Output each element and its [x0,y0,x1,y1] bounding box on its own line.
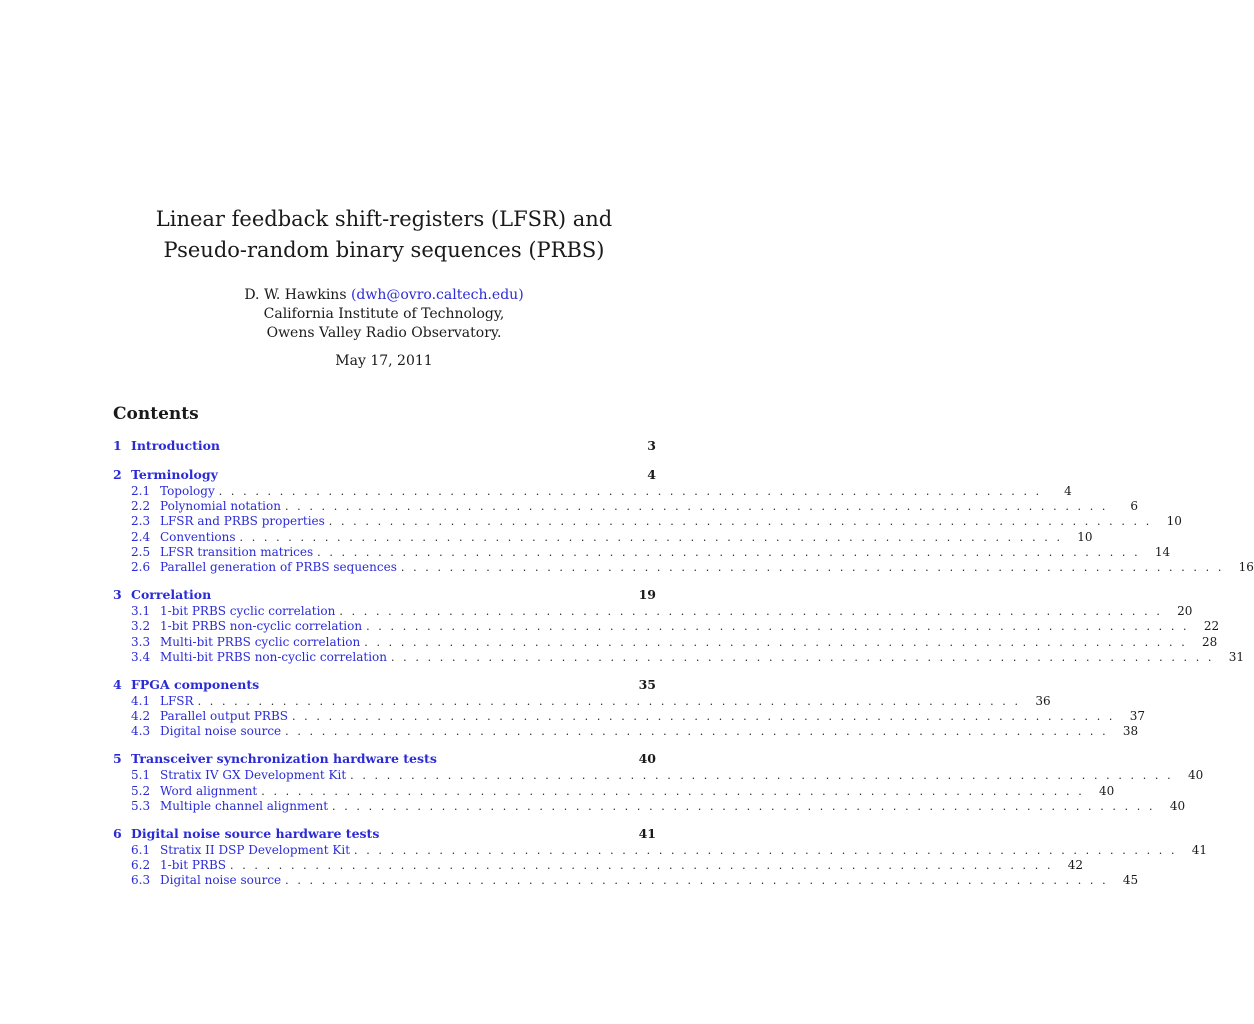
toc-subsection-title-link[interactable]: 1-bit PRBS [160,858,226,873]
toc-subsection-page: 38 [1122,724,1139,739]
toc-section-title-link[interactable]: Transceiver synchronization hardware tests [131,751,437,767]
toc-subsection-entry[interactable] [113,634,1218,650]
toc-spacer [113,814,656,824]
toc-subsection-number[interactable]: 3.3 [131,634,151,649]
toc-section-page: 40 [638,751,656,767]
toc-section-number[interactable]: 2 [113,467,122,482]
toc-subsection-page: 14 [1154,544,1171,559]
table-of-contents [113,436,1254,889]
toc-section-number[interactable]: 3 [113,587,122,603]
toc-subsection-entry[interactable] [113,559,1254,575]
toc-subsection-number[interactable]: 2.2 [131,499,151,514]
toc-subsection-entry[interactable] [113,619,1220,634]
toc-subsection-page: 16 [1238,559,1254,574]
toc-dot-leader: . . . . . . . . . . . . . . . . . . . . . . . . . . . . . . . . . . . . . . . . . . . . . . . . . . . . . . . . . . . . . . . . . . . . [218,485,1042,498]
toc-subsection-entry[interactable] [113,649,1245,665]
toc-section-entry[interactable] [113,585,656,604]
toc-dot-leader: . . . . . . . . . . . . . . . . . . . . . . . . . . . . . . . . . . . . . . . . . . . . . . . . . . . . . . . . . . . . . . . . . . . . [284,500,1108,514]
toc-subsection-number[interactable]: 6.2 [131,858,151,873]
toc-subsection-page: 10 [1166,514,1182,529]
toc-subsection-page: 20 [1177,604,1193,619]
toc-dot-leader: . . . . . . . . . . . . . . . . . . . . . . . . . . . . . . . . . . . . . . . . . . . . . . . . . . . . . . . . . . . . . . . . . . . . [285,874,1109,888]
toc-section-page: 19 [638,587,656,603]
toc-subsection-page: 41 [1191,843,1208,857]
toc-subsection-page: 10 [1077,529,1093,544]
toc-section-page: 3 [647,438,656,453]
toc-section-number[interactable]: 5 [113,751,122,767]
toc-subsection-title-link[interactable]: LFSR transition matrices [160,544,314,559]
contents-heading: Contents [113,404,199,424]
toc-subsection-title-link[interactable]: Digital noise source [160,873,282,888]
toc-dot-leader: . . . . . . . . . . . . . . . . . . . . . . . . . . . . . . . . . . . . . . . . . . . . . . . . . . . . . . . . . . . . . . . . . . . . [366,620,1190,634]
toc-subsection-entry[interactable] [113,709,1146,724]
toc-section-entry[interactable] [113,824,656,843]
toc-subsection-title-link[interactable]: Multi-bit PRBS non-cyclic correlation [160,649,387,664]
toc-subsection-number[interactable]: 6.3 [131,873,151,888]
toc-section-entry[interactable] [113,749,656,768]
toc-subsection-entry[interactable] [113,843,1208,858]
toc-subsection-page: 22 [1203,619,1220,634]
toc-subsection-title-link[interactable]: LFSR [160,693,194,708]
toc-subsection-title-link[interactable]: 1-bit PRBS non-cyclic correlation [160,619,363,634]
toc-subsection-number[interactable]: 5.1 [131,768,151,783]
toc-subsection-entry[interactable] [113,484,1072,499]
affiliation-line-2: Owens Valley Radio Observatory. [266,325,502,341]
toc-subsection-entry[interactable] [113,693,1051,709]
toc-subsection-number[interactable]: 4.1 [131,693,151,708]
title-line-1: Linear feedback shift-registers (LFSR) and [155,207,613,231]
toc-subsection-number[interactable]: 5.2 [131,783,151,798]
toc-dot-leader: . . . . . . . . . . . . . . . . . . . . . . . . . . . . . . . . . . . . . . . . . . . . . . . . . . . . . . . . . . . . . . . . . . . . [400,560,1224,574]
toc-subsection-title-link[interactable]: Parallel output PRBS [160,709,288,724]
toc-subsection-number[interactable]: 3.1 [131,604,151,619]
toc-subsection-number[interactable]: 3.2 [131,619,151,634]
toc-subsection-page: 42 [1067,858,1084,873]
toc-dot-leader: . . . . . . . . . . . . . . . . . . . . . . . . . . . . . . . . . . . . . . . . . . . . . . . . . . . . . . . . . . . . . . . . . . . . [261,784,1085,798]
toc-subsection-title-link[interactable]: Conventions [160,529,236,544]
toc-subsection-page: 40 [1187,768,1204,783]
toc-subsection-entry[interactable] [113,724,1139,739]
toc-subsection-title-link[interactable]: 1-bit PRBS cyclic correlation [160,604,336,619]
toc-subsection-page: 6 [1130,499,1138,514]
toc-subsection-number[interactable]: 4.2 [131,709,151,724]
affiliation-line-1: California Institute of Technology, [263,306,505,322]
document-title [0,204,768,266]
toc-subsection-number[interactable]: 2.1 [131,484,151,498]
toc-dot-leader: . . . . . . . . . . . . . . . . . . . . . . . . . . . . . . . . . . . . . . . . . . . . . . . . . . . . . . . . . . . . . . . . . . . . [390,650,1215,664]
author-name: D. W. Hawkins [244,287,347,303]
toc-section-entry[interactable] [113,465,656,484]
toc-section-number[interactable]: 1 [113,438,122,453]
toc-subsection-entry[interactable] [113,768,1204,783]
toc-spacer [113,455,656,465]
toc-dot-leader: . . . . . . . . . . . . . . . . . . . . . . . . . . . . . . . . . . . . . . . . . . . . . . . . . . . . . . . . . . . . . . . . . . . . [239,530,1063,544]
toc-subsection-title-link[interactable]: Stratix II DSP Development Kit [160,843,351,857]
toc-spacer [113,665,656,675]
toc-section-number[interactable]: 4 [113,676,122,692]
toc-subsection-entry[interactable] [113,783,1115,799]
toc-subsection-title-link[interactable]: Multiple channel alignment [160,798,329,813]
toc-spacer [113,575,656,585]
toc-subsection-number[interactable]: 2.6 [131,559,151,574]
author-email-link[interactable]: (dwh@ovro.caltech.edu) [350,287,524,303]
toc-subsection-page: 4 [1064,484,1072,498]
toc-subsection-entry[interactable] [113,798,1186,814]
toc-dot-leader: . . . . . . . . . . . . . . . . . . . . . . . . . . . . . . . . . . . . . . . . . . . . . . . . . . . . . . . . . . . . . . . . . . . . [350,769,1174,783]
toc-subsection-page: 37 [1129,709,1146,724]
toc-subsection-entry[interactable] [113,544,1171,560]
toc-subsection-entry[interactable] [113,499,1138,514]
toc-subsection-number[interactable]: 2.4 [131,529,151,544]
toc-subsection-entry[interactable] [113,514,1182,529]
toc-subsection-page: 28 [1202,634,1218,649]
toc-section-title-link[interactable]: Digital noise source hardware tests [131,826,380,841]
toc-dot-leader: . . . . . . . . . . . . . . . . . . . . . . . . . . . . . . . . . . . . . . . . . . . . . . . . . . . . . . . . . . . . . . . . . . . . [332,799,1156,813]
toc-section-entry[interactable] [113,436,656,455]
toc-section-page: 4 [647,467,656,482]
toc-dot-leader: . . . . . . . . . . . . . . . . . . . . . . . . . . . . . . . . . . . . . . . . . . . . . . . . . . . . . . . . . . . . . . . . . . . . [291,710,1116,724]
toc-section-number[interactable]: 6 [113,826,122,841]
title-line-2: Pseudo-random binary sequences (PRBS) [163,238,605,262]
document-date: May 17, 2011 [335,353,433,369]
toc-section-page: 41 [638,826,656,841]
toc-dot-leader: . . . . . . . . . . . . . . . . . . . . . . . . . . . . . . . . . . . . . . . . . . . . . . . . . . . . . . . . . . . . . . . . . . . . [317,545,1141,559]
toc-subsection-title-link[interactable]: Multi-bit PRBS cyclic correlation [160,634,361,649]
toc-subsection-title-link[interactable]: LFSR and PRBS properties [160,514,325,529]
toc-section-entry[interactable] [113,675,656,694]
toc-subsection-page: 45 [1122,873,1139,888]
toc-dot-leader: . . . . . . . . . . . . . . . . . . . . . . . . . . . . . . . . . . . . . . . . . . . . . . . . . . . . . . . . . . . . . . . . . . . . [197,694,1021,708]
toc-subsection-entry[interactable] [113,529,1093,545]
toc-section-title-link[interactable]: Introduction [131,438,221,453]
toc-subsection-title-link[interactable]: Word alignment [160,783,258,798]
toc-subsection-number[interactable]: 2.5 [131,544,151,559]
toc-section-title-link[interactable]: Terminology [131,467,218,482]
toc-subsection-number[interactable]: 2.3 [131,514,151,529]
toc-subsection-entry[interactable] [113,858,1084,873]
toc-subsection-title-link[interactable]: Stratix IV GX Development Kit [160,768,347,783]
toc-dot-leader: . . . . . . . . . . . . . . . . . . . . . . . . . . . . . . . . . . . . . . . . . . . . . . . . . . . . . . . . . . . . . . . . . . . . [328,515,1152,529]
toc-subsection-title-link[interactable]: Parallel generation of PRBS sequences [160,559,397,574]
toc-dot-leader: . . . . . . . . . . . . . . . . . . . . . . . . . . . . . . . . . . . . . . . . . . . . . . . . . . . . . . . . . . . . . . . . . . . . [285,725,1109,739]
toc-section-title-link[interactable]: Correlation [131,587,212,603]
toc-subsection-title-link[interactable]: Digital noise source [160,724,282,739]
toc-dot-leader: . . . . . . . . . . . . . . . . . . . . . . . . . . . . . . . . . . . . . . . . . . . . . . . . . . . . . . . . . . . . . . . . . . . . [364,635,1188,649]
toc-subsection-page: 31 [1228,649,1245,664]
toc-subsection-number[interactable]: 6.1 [131,843,151,857]
author-block [0,286,768,343]
toc-dot-leader: . . . . . . . . . . . . . . . . . . . . . . . . . . . . . . . . . . . . . . . . . . . . . . . . . . . . . . . . . . . . . . . . . . . . [354,844,1178,857]
toc-section-title-link[interactable]: FPGA components [131,676,260,692]
toc-subsection-page: 40 [1169,798,1186,813]
toc-subsection-number[interactable]: 3.4 [131,649,151,664]
toc-subsection-page: 36 [1035,693,1051,708]
toc-subsection-page: 40 [1099,783,1115,798]
toc-subsection-number[interactable]: 5.3 [131,798,151,813]
toc-subsection-entry[interactable] [113,604,1193,619]
toc-subsection-title-link[interactable]: Topology [160,484,215,498]
toc-subsection-title-link[interactable]: Polynomial notation [160,499,281,514]
toc-subsection-number[interactable]: 4.3 [131,724,151,739]
toc-spacer [113,739,656,749]
toc-dot-leader: . . . . . . . . . . . . . . . . . . . . . . . . . . . . . . . . . . . . . . . . . . . . . . . . . . . . . . . . . . . . . . . . . . . . [339,605,1163,619]
toc-dot-leader: . . . . . . . . . . . . . . . . . . . . . . . . . . . . . . . . . . . . . . . . . . . . . . . . . . . . . . . . . . . . . . . . . . . . [230,859,1054,873]
toc-section-page: 35 [638,676,656,692]
toc-subsection-entry[interactable] [113,873,1139,888]
